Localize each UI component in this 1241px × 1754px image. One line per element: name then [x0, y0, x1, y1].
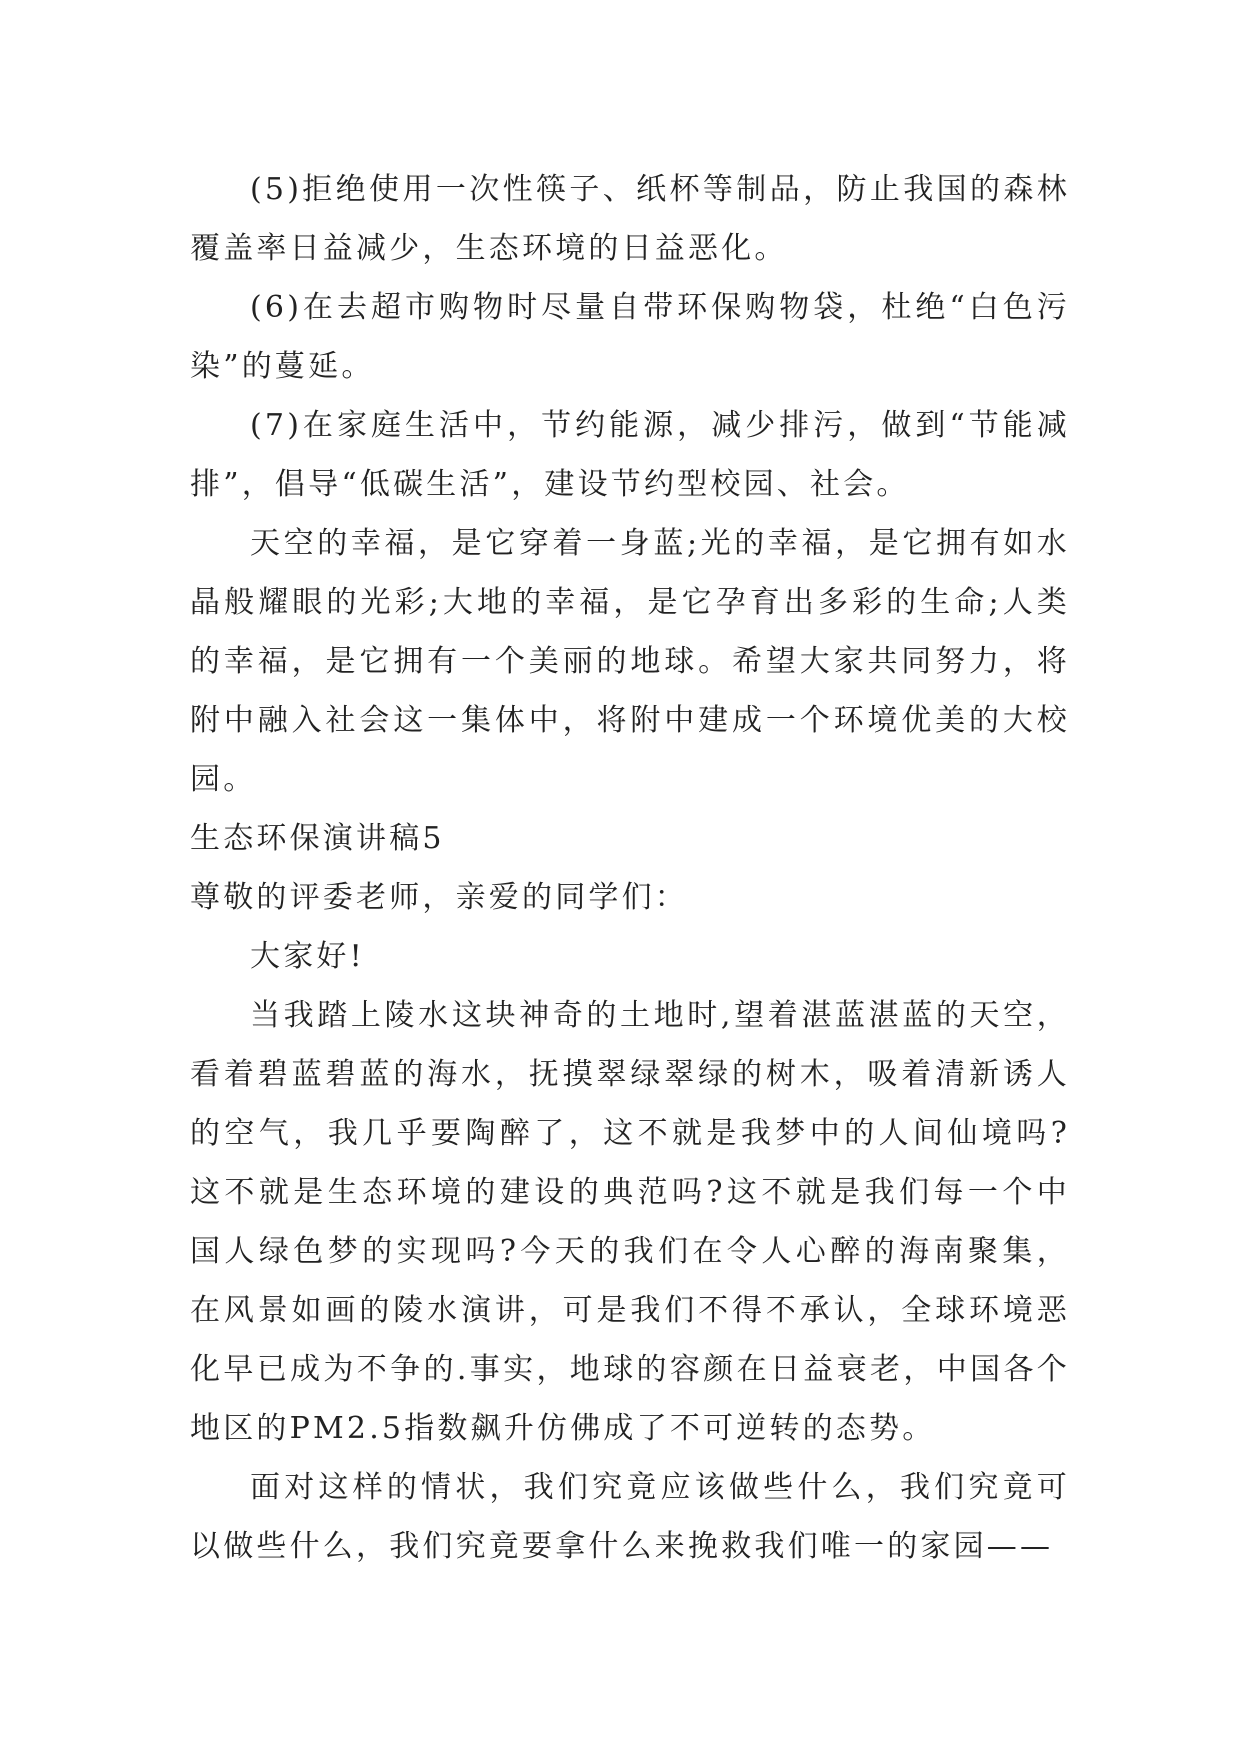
salutation: 尊敬的评委老师，亲爱的同学们：: [190, 880, 688, 915]
paragraph-item-7: (7)在家庭生活中，节约能源，减少排污，做到“节能减排”，倡导“低碳生活”，建设节约型校园、社会。: [190, 408, 1070, 502]
paragraph-item-6: (6)在去超市购物时尽量自带环保购物袋，杜绝“白色污染”的蔓延。: [190, 290, 1070, 384]
paragraph-what-to-do: 面对这样的情状，我们究竟应该做些什么，我们究竟可以做些什么，我们究竟要拿什么来挽救我们唯一的家园——: [190, 1470, 1070, 1564]
paragraph-item-5: (5)拒绝使用一次性筷子、纸杯等制品，防止我国的森林覆盖率日益减少，生态环境的日益恶化。: [190, 172, 1070, 266]
document-body: [190, 160, 1070, 1576]
greeting: 大家好!: [250, 939, 365, 974]
paragraph-happiness: 天空的幸福，是它穿着一身蓝;光的幸福，是它拥有如水晶般耀眼的光彩;大地的幸福，是它孕育出多彩的生命;人类的幸福，是它拥有一个美丽的地球。希望大家共同努力，将附中融入社会这一集体中，将附中建成一个环境优美的大校园。: [190, 526, 1070, 797]
paragraph-lingshui: 当我踏上陵水这块神奇的土地时,望着湛蓝湛蓝的天空，看着碧蓝碧蓝的海水，抚摸翠绿翠绿的树木，吸着清新诱人的空气，我几乎要陶醉了，这不就是我梦中的人间仙境吗?这不就是生态环境的建设的典范吗?这不就是我们每一个中国人绿色梦的实现吗?今天的我们在令人心醉的海南聚集，在风景如画的陵水演讲，可是我们不得不承认，全球环境恶化早已成为不争的.事实，地球的容颜在日益衰老，中国各个地区的PM2.5指数飙升仿佛成了不可逆转的态势。: [190, 998, 1070, 1446]
section-title: 生态环保演讲稿5: [190, 821, 445, 856]
